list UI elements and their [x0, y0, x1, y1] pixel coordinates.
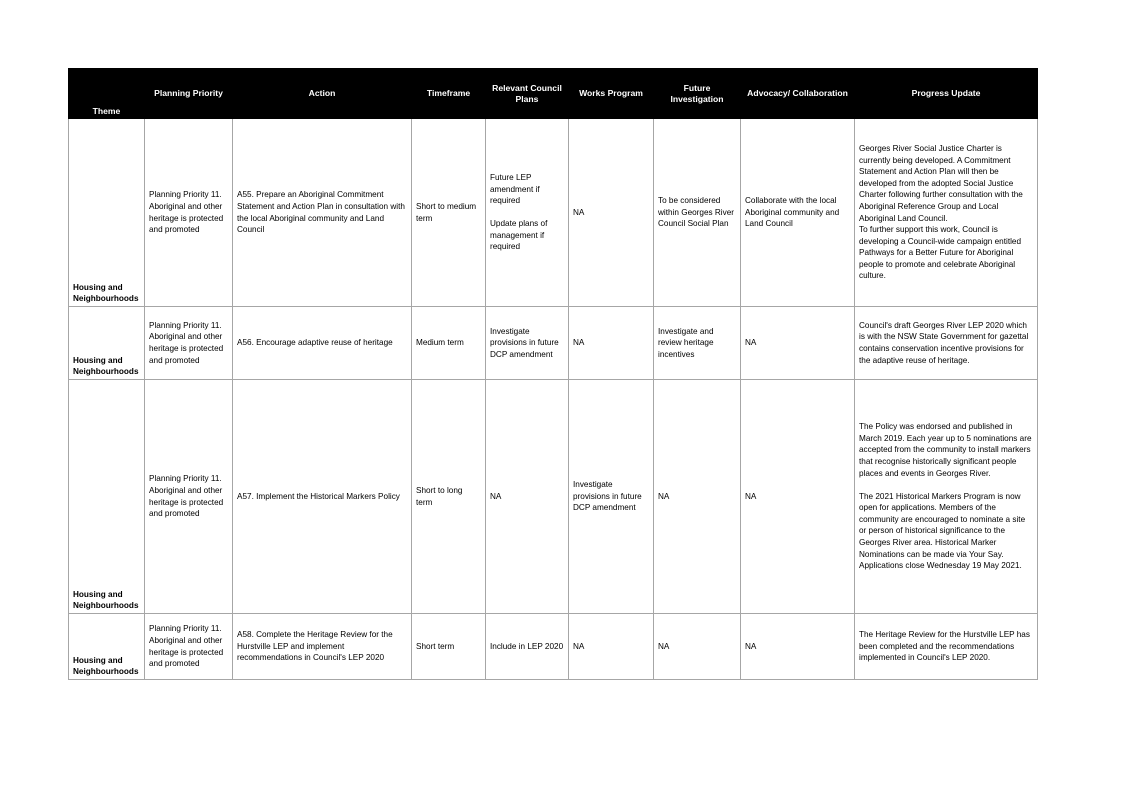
header-future-investigation: Future Investigation	[654, 69, 741, 119]
action-cell: A56. Encourage adaptive reuse of heritage	[233, 307, 412, 380]
progress-update-cell: Council's draft Georges River LEP 2020 which is with the NSW State Government for gazettal contains conservation incentive provisions for the adaptive reuse of heritage.	[855, 307, 1038, 380]
works-program-cell: NA	[569, 307, 654, 380]
progress-update-cell: The Heritage Review for the Hurstville LEP has been completed and the recommendations implemented in Council's LEP 2020.	[855, 614, 1038, 680]
table-row	[69, 380, 1038, 614]
header-timeframe: Timeframe	[412, 69, 486, 119]
table-header-row	[69, 69, 1038, 119]
header-advocacy: Advocacy/ Collaboration	[741, 69, 855, 119]
future-investigation-cell: NA	[654, 380, 741, 614]
theme-cell: Housing and Neighbourhoods	[69, 380, 145, 614]
implementation-table-container	[68, 68, 1037, 680]
timeframe-cell: Medium term	[412, 307, 486, 380]
header-theme: Theme	[69, 69, 145, 119]
timeframe-cell: Short to long term	[412, 380, 486, 614]
advocacy-cell: NA	[741, 614, 855, 680]
future-investigation-cell: NA	[654, 614, 741, 680]
timeframe-cell: Short to medium term	[412, 119, 486, 307]
header-council-plans: Relevant Council Plans	[486, 69, 569, 119]
priority-cell: Planning Priority 11. Aboriginal and other heritage is protected and promoted	[145, 119, 233, 307]
theme-cell: Housing and Neighbourhoods	[69, 614, 145, 680]
advocacy-cell: NA	[741, 307, 855, 380]
council-plans-cell: Investigate provisions in future DCP amendment	[486, 307, 569, 380]
action-cell: A57. Implement the Historical Markers Policy	[233, 380, 412, 614]
theme-cell: Housing and Neighbourhoods	[69, 307, 145, 380]
works-program-cell: NA	[569, 614, 654, 680]
priority-cell: Planning Priority 11. Aboriginal and other heritage is protected and promoted	[145, 614, 233, 680]
works-program-cell: Investigate provisions in future DCP amendment	[569, 380, 654, 614]
header-action: Action	[233, 69, 412, 119]
priority-cell: Planning Priority 11. Aboriginal and other heritage is protected and promoted	[145, 307, 233, 380]
header-planning-priority: Planning Priority	[145, 69, 233, 119]
advocacy-cell: Collaborate with the local Aboriginal community and Land Council	[741, 119, 855, 307]
advocacy-cell: NA	[741, 380, 855, 614]
table-row	[69, 614, 1038, 680]
council-plans-cell: Include in LEP 2020	[486, 614, 569, 680]
table-row	[69, 119, 1038, 307]
action-cell: A55. Prepare an Aboriginal Commitment Statement and Action Plan in consultation with the local Aboriginal community and Land Council	[233, 119, 412, 307]
theme-cell: Housing and Neighbourhoods	[69, 119, 145, 307]
future-investigation-cell: Investigate and review heritage incentives	[654, 307, 741, 380]
council-plans-cell: NA	[486, 380, 569, 614]
timeframe-cell: Short term	[412, 614, 486, 680]
future-investigation-cell: To be considered within Georges River Council Social Plan	[654, 119, 741, 307]
implementation-table	[68, 68, 1038, 680]
header-progress-update: Progress Update	[855, 69, 1038, 119]
progress-update-cell: The Policy was endorsed and published in March 2019. Each year up to 5 nominations are accepted from the community to install markers that recognise historically significant people places and events in Georges River. The 2021 Historical Markers Program is now open for applications. Members of the community are encouraged to nominate a site or person of historical significance to the Georges River area. Historical Marker Nominations can be made via Your Say. Applications close Wednesday 19 May 2021.	[855, 380, 1038, 614]
council-plans-cell: Future LEP amendment if required Update plans of management if required	[486, 119, 569, 307]
action-cell: A58. Complete the Heritage Review for the Hurstville LEP and implement recommendations in Council's LEP 2020	[233, 614, 412, 680]
priority-cell: Planning Priority 11. Aboriginal and other heritage is protected and promoted	[145, 380, 233, 614]
progress-update-cell: Georges River Social Justice Charter is currently being developed. A Commitment Statement and Action Plan will then be developed from the adopted Social Justice Charter following further consultation with the Aboriginal Reference Group and Local Aboriginal Land Council. To further support this work, Council is developing a Council-wide campaign entitled Pathways for a Better Future for Aboriginal people to promote and celebrate Aboriginal culture.	[855, 119, 1038, 307]
table-row	[69, 307, 1038, 380]
works-program-cell: NA	[569, 119, 654, 307]
header-works-program: Works Program	[569, 69, 654, 119]
